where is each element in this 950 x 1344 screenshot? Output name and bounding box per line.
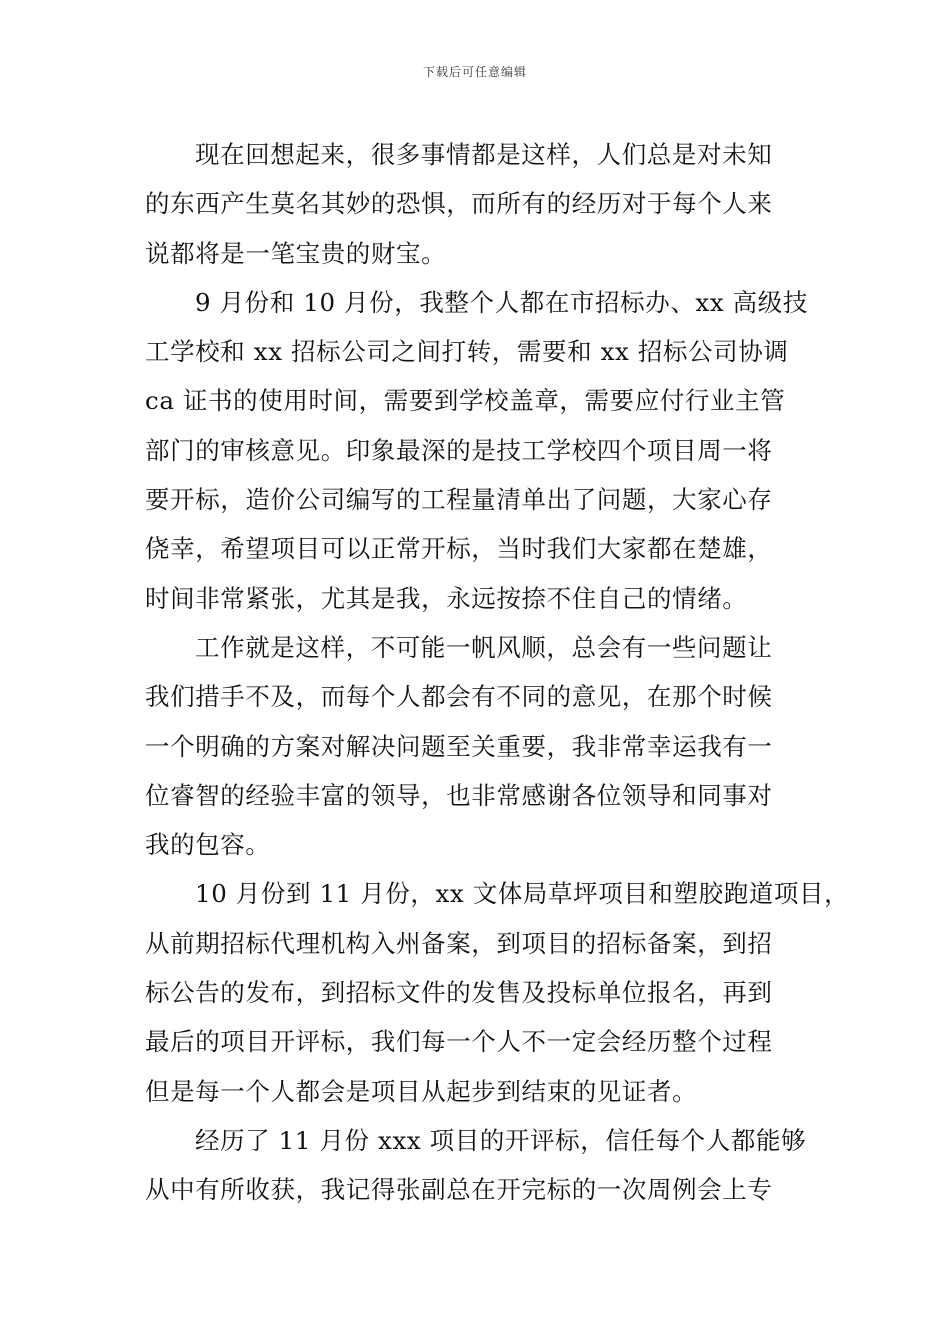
- text-line: 经历了 11 月份 xxx 项目的开评标，信任每个人都能够: [195, 1125, 807, 1155]
- text-line: 一个明确的方案对解决问题至关重要，我非常幸运我有一: [145, 731, 773, 761]
- document-body: [145, 130, 850, 1215]
- text-line: 侥幸，希望项目可以正常开标，当时我们大家都在楚雄，: [145, 534, 773, 564]
- text-line: 时间非常紧张，尤其是我，永远按捺不住自己的情绪。: [145, 583, 748, 613]
- text-line: 要开标，造价公司编写的工程量清单出了问题，大家心存: [145, 485, 773, 515]
- text-line: 现在回想起来，很多事情都是这样，人们总是对未知: [195, 140, 773, 169]
- page-header: 下载后可任意编辑: [422, 65, 527, 79]
- text-line: 工作就是这样，不可能一帆风顺，总会有一些问题让: [195, 632, 773, 662]
- text-line: 标公告的发布，到招标文件的发售及投标单位报名，再到: [145, 978, 773, 1008]
- text-line: 从前期招标代理机构入州备案，到项目的招标备案，到招: [145, 928, 773, 958]
- text-line: 说都将是一笔宝贵的财宝。: [145, 238, 447, 268]
- text-line: 我的包容。: [145, 830, 271, 860]
- text-line: 位睿智的经验丰富的领导，也非常感谢各位领导和同事对: [145, 780, 773, 810]
- text-line: 从中有所收获，我记得张副总在开完标的一次周例会上专: [145, 1175, 773, 1205]
- text-line: 9 月份和 10 月份，我整个人都在市招标办、xx 高级技: [195, 287, 808, 317]
- text-line: ca 证书的使用时间，需要到学校盖章，需要应付行业主管: [145, 386, 786, 416]
- text-line: 10 月份到 11 月份，xx 文体局草坪项目和塑胶跑道项目，: [195, 879, 850, 909]
- text-line: 我们措手不及，而每个人都会有不同的意见，在那个时候: [145, 682, 773, 712]
- text-line: 部门的审核意见。印象最深的是技工学校四个项目周一将: [145, 435, 773, 465]
- text-line: 工学校和 xx 招标公司之间打转，需要和 xx 招标公司协调: [145, 337, 789, 367]
- text-line: 最后的项目开评标，我们每一个人不一定会经历整个过程: [145, 1027, 773, 1057]
- text-line: 但是每一个人都会是项目从起步到结束的见证者。: [145, 1076, 698, 1106]
- text-line: 的东西产生莫名其妙的恐惧，而所有的经历对于每个人来: [145, 189, 773, 219]
